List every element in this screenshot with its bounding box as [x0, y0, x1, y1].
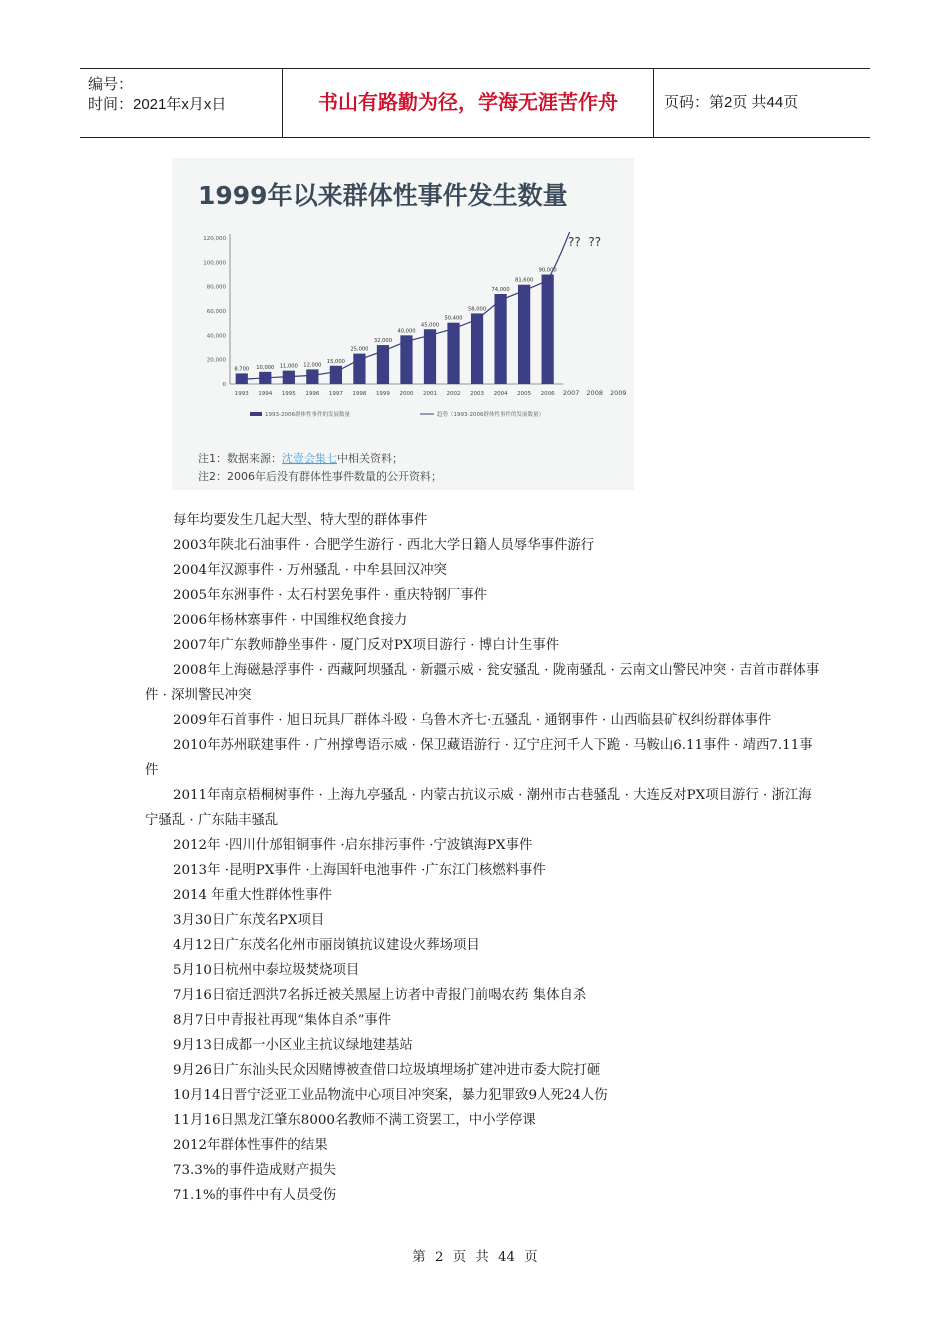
text-line: 2014 年重大性群体性事件 — [173, 888, 332, 903]
bar — [447, 323, 459, 384]
text-line: 71.1%的事件中有人员受伤 — [173, 1188, 337, 1203]
x-tick-label: 2004 — [493, 391, 508, 397]
text-line: 73.3%的事件造成财产损失 — [173, 1163, 337, 1178]
chart-figure — [172, 158, 634, 490]
text-line: 5月10日杭州中泰垃圾焚烧项目 — [173, 963, 360, 978]
x-tick-label: 2008 — [586, 389, 603, 397]
text-line: 7月16日宿迁泗洪7名拆迁被关黑屋上访者中青报门前喝农药 集体自杀 — [173, 988, 587, 1003]
text-line: 2013年 ·昆明PX事件 ·上海国轩电池事件 ·广东江门核燃料事件 — [173, 863, 546, 878]
data-label: 50,400 — [444, 315, 463, 322]
data-label: 40,000 — [397, 328, 416, 335]
text-line: 2009年石首事件 · 旭日玩具厂群体斗殴 · 乌鲁木齐七·五骚乱 · 通钢事件 · 山西临县矿权纠纷群体事件 — [173, 713, 772, 728]
data-label: 74,000 — [491, 286, 510, 293]
page-header — [80, 68, 870, 138]
x-tick-label: 2006 — [540, 391, 555, 397]
text-line: 2008年上海磁悬浮事件 · 西藏阿坝骚乱 · 新疆示威 · 瓮安骚乱 · 陇南骚乱 · 云南文山警民冲突 · 吉首市群体事件 · 深圳警民冲突 — [145, 663, 820, 703]
data-label: 81,600 — [515, 277, 534, 284]
text-line: 9月13日成都一小区业主抗议绿地建基站 — [173, 1038, 413, 1053]
x-tick-label: 2000 — [399, 391, 414, 397]
x-tick-label: 1999 — [375, 391, 390, 397]
data-label: 11,000 — [279, 363, 298, 370]
page-info: 页码：第2页 共44页 — [664, 94, 799, 111]
bar — [306, 369, 318, 384]
bar — [494, 294, 506, 384]
text-line: 2006年杨林寨事件 · 中国维权绝食接力 — [173, 613, 408, 628]
note-source-link: 沈壹会集七 — [282, 452, 337, 465]
legend-bar-swatch — [250, 412, 262, 416]
text-line: 2011年南京梧桐树事件 · 上海九亭骚乱 · 内蒙古抗议示威 · 潮州市古巷骚乱 · 大连反对PX项目游行 · 浙江海宁骚乱 · 广东陆丰骚乱 — [145, 788, 812, 828]
chart-legend — [250, 410, 544, 418]
chart-title: 1999年以来群体性事件发生数量 — [198, 181, 568, 210]
text-line: 11月16日黑龙江肇东8000名教师不满工资罢工，中小学停课 — [173, 1113, 536, 1128]
bar — [330, 366, 342, 384]
x-tick-label: 2003 — [470, 391, 485, 397]
x-tick-label: 1998 — [352, 391, 367, 397]
bar — [424, 329, 436, 384]
data-label: 90,000 — [538, 267, 557, 274]
data-label: 58,000 — [467, 306, 487, 313]
x-tick-label: 1996 — [305, 391, 320, 397]
text-line: 2005年东洲事件 · 太石村罢免事件 · 重庆特钢厂事件 — [173, 588, 488, 603]
x-tick-label: 2001 — [423, 391, 437, 397]
text-line: 2004年汉源事件 · 万州骚乱 · 中牟县回汉冲突 — [173, 563, 447, 578]
text-line: 10月14日晋宁泛亚工业品物流中心项目冲突案，暴力犯罪致9人死24人伤 — [173, 1088, 608, 1103]
text-line: 2010年苏州联建事件 · 广州撑粤语示威 · 保卫藏语游行 · 辽宁庄河千人下跪 · 马鞍山6.11事件 · 靖西7.11事件 — [145, 738, 813, 778]
chart-note-1: 注1：数据来源：沈壹会集七中相关资料； — [198, 452, 403, 465]
body-text — [145, 508, 825, 1208]
page-footer: 第 2 页 共 44 页 — [412, 1250, 538, 1265]
bar — [518, 285, 530, 384]
data-label: 25,000 — [350, 346, 369, 353]
y-tick-label: 120,000 — [203, 236, 226, 242]
text-line: 8月7日中青报社再现“集体自杀”事件 — [173, 1013, 392, 1028]
code-label: 编号： — [88, 76, 134, 93]
text-line: 2012年 ·四川什邡钼铜事件 ·启东排污事件 ·宁波镇海PX事件 — [173, 838, 533, 853]
x-tick-label: 2002 — [446, 391, 461, 397]
x-tick-label: 1993 — [234, 391, 249, 397]
text-line: 2007年广东教师静坐事件 · 厦门反对PX项目游行 · 博白计生事件 — [173, 638, 560, 653]
legend-trend-label: 趋势（1993-2006群体性事件的发展数量） — [437, 412, 544, 418]
y-tick-label: 100,000 — [203, 260, 226, 267]
bar — [542, 275, 554, 385]
x-tick-label: 1994 — [258, 391, 273, 397]
x-tick-label: 2009 — [609, 389, 627, 397]
y-tick-label: 0 — [222, 382, 226, 388]
text-line: 9月26日广东汕头民众因赌博被查借口垃圾填埋场扩建冲进市委大院打砸 — [173, 1063, 601, 1078]
data-label: 45,000 — [420, 322, 440, 329]
y-tick-label: 20,000 — [206, 357, 226, 364]
header-motto: 书山有路勤为径，学海无涯苦作舟 — [283, 69, 654, 137]
data-label: 10,000 — [256, 364, 275, 371]
data-label: 12,000 — [303, 362, 322, 369]
text-line: 2003年陕北石油事件 · 合肥学生游行 · 西北大学日籍人员辱华事件游行 — [173, 538, 595, 553]
x-tick-label: 1995 — [281, 391, 296, 397]
y-tick-label: 60,000 — [206, 309, 226, 315]
chart-note-2: 注2：2006年后没有群体性事件数量的公开资料； — [198, 470, 442, 483]
legend-bar-label: 1993-2006群体性事件的发展数量 — [265, 412, 350, 418]
x-tick-label: 2005 — [517, 391, 532, 397]
y-tick-label: 80,000 — [206, 284, 226, 291]
bar — [471, 313, 483, 384]
forecast-question-marks: ?? ?? — [568, 235, 602, 249]
bar-chart — [172, 158, 634, 490]
x-tick-label: 2007 — [562, 389, 580, 397]
data-label: 15,000 — [326, 358, 345, 365]
time-label: 时间：2021年x月x日 — [88, 96, 227, 113]
header-meta — [80, 69, 283, 137]
text-line: 3月30日广东茂名PX项目 — [173, 913, 325, 928]
data-label: 32,000 — [373, 338, 393, 345]
data-label: 8,700 — [234, 366, 250, 373]
y-tick-label: 40,000 — [206, 333, 226, 340]
text-line: 4月12日广东茂名化州市丽岗镇抗议建设火葬场项目 — [173, 938, 480, 953]
text-line: 2012年群体性事件的结果 — [173, 1138, 328, 1153]
text-line: 每年均要发生几起大型、特大型的群体事件 — [173, 513, 428, 528]
x-tick-label: 1997 — [328, 391, 343, 397]
